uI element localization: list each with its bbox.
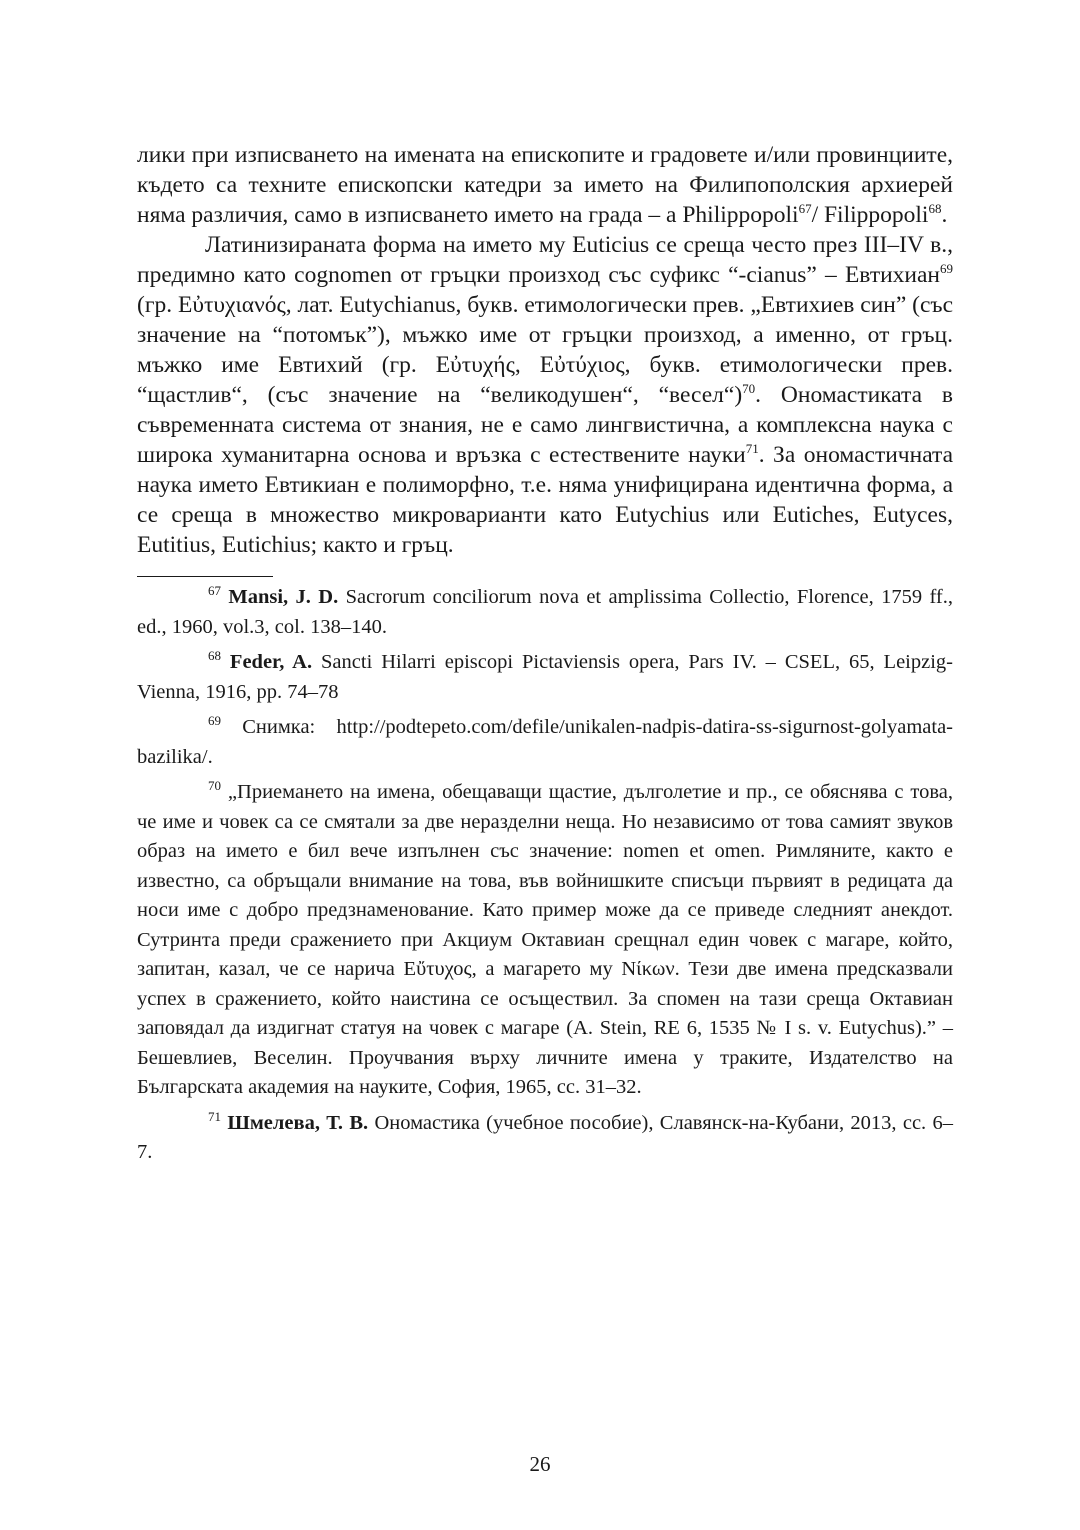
footnote-number: 67: [208, 583, 221, 599]
main-text: [137, 140, 953, 560]
footnote-author: Feder, A.: [229, 651, 313, 673]
footnote-number: 68: [208, 648, 221, 664]
paragraph-1: [137, 140, 953, 230]
footnote-author: Шмелева, Т. В.: [227, 1111, 369, 1134]
footnote-ref-69[interactable]: 69: [940, 261, 953, 277]
footnote-text: Sacrorum conciliorum nova et amplissima Collectio, Florence, 1759 ff., ed., 1960, vol.3, col. 138–140.: [137, 586, 954, 638]
footnote-68: [137, 648, 953, 707]
footnote-number: 70: [208, 778, 221, 794]
footnote-separator: [137, 576, 273, 577]
footnote-text: Ономастика (учебное пособие), Славянск-на-Кубани, 2013, сс. 6–7.: [137, 1111, 954, 1163]
footnote-number: 69: [208, 713, 221, 729]
footnote-ref-68[interactable]: 68: [928, 201, 942, 217]
footnote-71: [137, 1109, 953, 1168]
footnote-author: Mansi, J. D.: [228, 586, 339, 608]
footnote-67: [137, 583, 953, 642]
footnotes: [137, 583, 953, 1168]
footnote-ref-70[interactable]: 70: [742, 381, 756, 397]
footnote-text: Sancti Hilarri episcopi Pictaviensis opera, Pars IV. – CSEL, 65, Leipzig-Vienna, 1916, pp. 74–78: [137, 651, 953, 703]
footnote-ref-71[interactable]: 71: [745, 441, 759, 457]
paragraph-2: [137, 230, 953, 560]
text-run: . Ономастиката в съвременната система от знания, не е само лингвистична, а комплексна наука с широка хуманитарна основа и връзка с естествените науки: [137, 382, 953, 468]
text-run: / Filippopoli: [811, 202, 929, 228]
text-run: (гр. Εὐτυχιανός, лат. Eutychianus, букв. етимологически прев. „Евтихиев син” (със значение на “потомък”), мъжко име от гръцки произход, а именно, от гръц. мъжко име Евтихий (гр. Εὐτυχής, Εὐτύχιος, букв. етимологически прев. “щастлив“, (със значение на “великодушен“, “весел“): [137, 292, 953, 408]
footnote-70: [137, 778, 953, 1103]
text-run: Латинизираната форма на името му Euticius се среща често през III–IV в., предимно като cognomen от гръцки произход със суфикс “-cianus” – Евтихиан: [137, 232, 953, 288]
footnote-text: „Приемането на имена, обещаващи щастие, дълголетие и пр., се обяснява с това, че име и човек са се смятали за две неразделни неща. Но независимо от това самият звуков образ на името е бил вече изпълнен със значение: nomen et omen. Римляните, както е известно, са обръщали внимание на това, във войнишките списъци първият в редицата да носи име с добро предзнаменование. Като пример може да се приведе следният анекдот. Сутринта преди сражението при Акциум Октавиан срещнал един човек с магаре, който, запитан, казал, че се нарича Εὔτυχος, а магарето му Νίκων. Тези две имена предсказвали успех в сражението, който наистина се осъществил. За спомен на тази среща Октавиан заповядал да издигнат статуя на човек с магаре (A. Stein, RE 6, 1535 № I s. v. Eutychus).” – Бешевлиев, Веселин. Проучвания върху личните имена у траките, Издателство на Българската академия на науките, София, 1965, сс. 31–32.: [137, 781, 953, 1098]
footnote-text: Снимка: http://podtepeto.com/defile/unikalen-nadpis-datira-ss-sigurnost-golyamata-bazilika/.: [137, 716, 953, 768]
page-content: [137, 140, 953, 1168]
text-run: . За ономастичната наука името Евтикиан е полиморфно, т.е. няма унифицирана идентична форма, а се среща в множество микроварианти като Eutychius или Eutiches, Eutyces, Eutitius, Eutichius; както и гръц.: [137, 442, 953, 558]
footnote-69: [137, 713, 953, 772]
page-number: 26: [529, 1452, 551, 1476]
text-run: .: [941, 202, 948, 228]
footnote-number: 71: [208, 1108, 221, 1124]
text-run: лики при изписването на имената на епископите и градовете и/или провинциите, където са техните епископски катедри за името на Филипополския архиерей няма различия, само в изписването името на града – а Philippopoli: [137, 142, 953, 228]
footnote-ref-67[interactable]: 67: [798, 201, 812, 217]
